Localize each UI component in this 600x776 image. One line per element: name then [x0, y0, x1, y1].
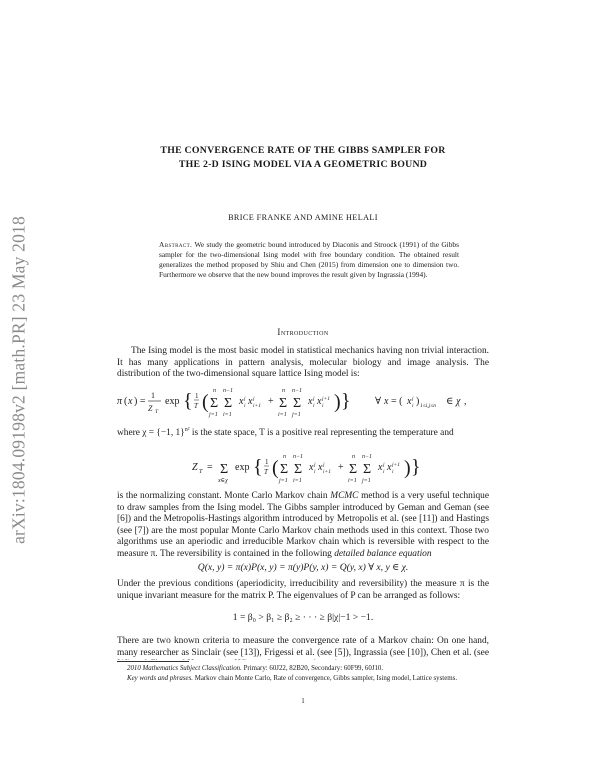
svg-text:x: x — [309, 462, 314, 473]
svg-text:,: , — [464, 396, 467, 407]
svg-text:x∈χ: x∈χ — [218, 478, 228, 484]
svg-text:j: j — [253, 396, 255, 402]
svg-text:n−1: n−1 — [292, 388, 303, 394]
svg-text:j+1: j+1 — [322, 396, 330, 402]
svg-text:Z: Z — [148, 404, 153, 413]
svg-text:π: π — [117, 396, 123, 407]
state-space-paragraph: where χ = {−1, 1}$^{n^2}$ is the state space, T is a positive real representing the temperature and — [117, 427, 454, 439]
svg-text:): ) — [334, 391, 341, 413]
svg-text:x: x — [239, 396, 244, 407]
equation-eigenvalues: 1 = β₀ > β₁ ≥ β₂ ≥ · · · ≥ β|χ|−1 > −1. — [232, 612, 374, 623]
svg-text:Σ: Σ — [224, 396, 233, 411]
svg-text:n: n — [352, 454, 355, 460]
svg-text:j: j — [383, 462, 385, 468]
svg-text:n: n — [283, 454, 286, 460]
svg-text:j: j — [314, 462, 316, 468]
svg-text:i: i — [392, 469, 394, 475]
mcmc-text-a: is the normalizing constant. Monte Carlo Markov chain — [117, 491, 331, 501]
svg-text:i=1: i=1 — [223, 412, 232, 418]
state-space-text-b: is the state space, T is a positive real representing the temperature and — [189, 428, 454, 439]
svg-text:n−1: n−1 — [293, 454, 304, 460]
abstract-label: Abstract. — [159, 240, 193, 249]
intro-paragraph: The Ising model is the most basic model in statistical mechanics having non trivial interaction. It has many applications in pattern analysis, molecular biology and image analysis. The distribution of the two-dimensional square lattice Ising model is: — [117, 346, 489, 380]
svg-text:): ) — [404, 457, 411, 479]
mcmc-paragraph — [117, 491, 489, 561]
svg-text:x: x — [248, 396, 253, 407]
svg-text:j: j — [244, 396, 246, 402]
svg-text:i: i — [313, 403, 315, 409]
svg-text:+: + — [338, 462, 344, 473]
svg-text:i=1: i=1 — [348, 478, 357, 484]
svg-text:n−1: n−1 — [362, 454, 373, 460]
svg-text:Σ: Σ — [279, 396, 288, 411]
svg-text:Σ: Σ — [294, 462, 303, 477]
svg-text:) =: ) = — [134, 396, 146, 407]
mcmc-abbrev: MCMC — [330, 491, 359, 501]
section-heading: Introduction — [277, 327, 329, 337]
equation-normalizing-constant — [117, 446, 489, 488]
svg-text:}: } — [341, 390, 351, 412]
svg-text:T: T — [194, 402, 198, 410]
svg-text:χ: χ — [456, 396, 461, 407]
svg-text:x: x — [384, 396, 389, 407]
footnote-keywords-text: Markov chain Monte Carlo, Rate of convergence, Gibbs sampler, Ising model, Lattice systems. — [192, 675, 458, 682]
svg-text:x: x — [308, 396, 313, 407]
svg-text:(: ( — [272, 457, 279, 479]
svg-text:x: x — [128, 396, 133, 407]
svg-text:i+1: i+1 — [253, 403, 261, 409]
svg-text:}: } — [411, 456, 421, 478]
mcmc-text-b: method is a very useful technique to draw samples from the Ising model. The Gibbs sampler introduced by Geman and Geman (see [6]) and the Metropolis-Hastings algorithm introduced by Metropolis et al. (see [11]) and Hastings (see [7]) are the most popular Monte Carlo Markov chain methods used in this context. Those two algorithms use an aperiodic and irreducible Markov chain which is reversible with respect to the measure π. The reversibility is contained in the following — [117, 491, 489, 559]
footnote-keywords-label: Key words and phrases. — [127, 675, 193, 682]
arxiv-identifier — [4, 180, 34, 580]
svg-text:n−1: n−1 — [223, 388, 234, 394]
equation-detailed-balance: Q(x, y) = π(x)P(x, y) = π(y)P(y, x) = Q(y, x) ∀ x, y ∈ χ. — [197, 562, 409, 573]
arxiv-identifier-text: arXiv:1804.09198v2 [math.PR] 23 May 2018 — [8, 216, 29, 544]
footnote-keywords — [117, 674, 489, 684]
svg-text:i+1: i+1 — [323, 469, 331, 475]
svg-text:∀: ∀ — [375, 396, 382, 407]
svg-text:Σ: Σ — [363, 462, 372, 477]
svg-text:x: x — [318, 462, 323, 473]
equation-ising-distribution — [117, 380, 489, 422]
svg-text:exp: exp — [165, 396, 180, 407]
svg-text:j=1: j=1 — [292, 412, 301, 418]
footnote-msc-label: 2010 Mathematics Subject Classification. — [127, 665, 242, 672]
svg-text:=: = — [207, 462, 213, 473]
svg-text:j: j — [313, 396, 315, 402]
svg-text:i: i — [412, 403, 414, 409]
title-line-2: THE 2-D ISING MODEL VIA A GEOMETRIC BOUND — [178, 159, 428, 170]
page-number: 1 — [301, 697, 305, 705]
svg-text:j=1: j=1 — [362, 478, 371, 484]
svg-text:= (: = ( — [391, 396, 403, 407]
svg-text:{: { — [253, 456, 263, 478]
svg-text:i=1: i=1 — [293, 478, 302, 484]
svg-text:n: n — [213, 388, 216, 394]
footnote-msc-text: Primary: 60J22, 82B20, Secondary: 60F99, 60J10. — [241, 665, 384, 672]
svg-text:Σ: Σ — [210, 396, 219, 411]
svg-text:Σ: Σ — [293, 396, 302, 411]
svg-text:1: 1 — [195, 392, 199, 400]
svg-text:x: x — [317, 396, 322, 407]
svg-text:∈: ∈ — [446, 396, 454, 407]
svg-text:1≤i,j≤n: 1≤i,j≤n — [420, 403, 436, 409]
svg-text:{: { — [183, 390, 193, 412]
svg-text:i: i — [383, 469, 385, 475]
svg-text:n: n — [282, 388, 285, 394]
detailed-balance-term: detailed balance equation — [334, 548, 432, 559]
svg-text:1: 1 — [265, 458, 269, 466]
svg-text:T: T — [155, 409, 159, 415]
svg-text:1: 1 — [151, 391, 155, 400]
svg-text:(: ( — [124, 396, 128, 407]
svg-text:x: x — [407, 396, 412, 407]
svg-text:j=1: j=1 — [279, 478, 288, 484]
svg-text:x: x — [378, 462, 383, 473]
svg-text:j: j — [323, 462, 325, 468]
svg-text:Σ: Σ — [349, 462, 358, 477]
svg-text:Σ: Σ — [220, 462, 229, 477]
invariant-measure-paragraph: Under the previous conditions (aperiodicity, irreducibility and reversibility) the measure π is the unique invariant measure for the matrix P. The eigenvalues of P can be arranged as follows: — [117, 579, 489, 601]
svg-text:T: T — [264, 468, 268, 476]
abstract — [159, 240, 459, 280]
svg-text:i: i — [244, 403, 246, 409]
svg-text:i: i — [322, 403, 324, 409]
svg-text:T: T — [199, 469, 203, 475]
title-line-1: THE CONVERGENCE RATE OF THE GIBBS SAMPLER FOR — [160, 145, 446, 156]
criteria-paragraph: There are two known criteria to measure the convergence rate of a Markov chain: On one hand, many researcher as Sinclair (see [13]), Frigessi et al. (see [5]), Ingrassia (see [10]), Chen et al. (see — [117, 636, 489, 658]
svg-text:i=1: i=1 — [278, 412, 287, 418]
svg-text:): ) — [416, 396, 420, 407]
svg-text:+: + — [268, 396, 274, 407]
svg-text:j+1: j+1 — [392, 462, 400, 468]
svg-text:j=1: j=1 — [209, 412, 218, 418]
footnote-rule — [117, 661, 189, 662]
authors: BRICE FRANKE AND AMINE HELALI — [228, 213, 378, 222]
footnote-msc — [117, 664, 489, 674]
svg-text:Z: Z — [192, 462, 198, 473]
svg-text:i: i — [314, 469, 316, 475]
svg-text:exp: exp — [235, 462, 250, 473]
svg-text:Σ: Σ — [280, 462, 289, 477]
svg-text:j: j — [412, 396, 414, 402]
svg-text:x: x — [387, 462, 392, 473]
svg-text:(: ( — [202, 391, 209, 413]
state-space-text-a: where χ = {−1, 1} — [117, 428, 185, 439]
abstract-text: We study the geometric bound introduced by Diaconis and Stroock (1991) of the Gibbs sampler for the two-dimensional Ising model with free boundary condition. The obtained result generalizes the method proposed by Shiu and Chen (2015) from dimension one to dimension two. Furthermore we observe that the new bound improves the result given by Ingrassia (1994). — [159, 240, 459, 279]
